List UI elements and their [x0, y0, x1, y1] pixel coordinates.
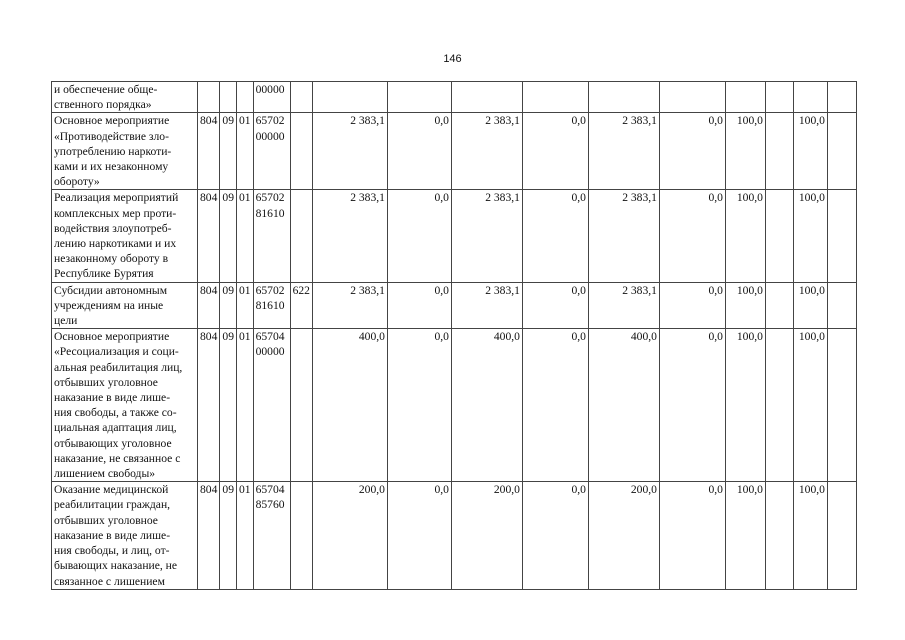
plan-amount-federal: 0,0: [522, 329, 588, 482]
approved-amount: 200,0: [312, 482, 387, 589]
section-code: 09: [220, 113, 237, 190]
empty-cell: [827, 482, 856, 589]
execution-percent-federal: [765, 282, 793, 329]
plan-amount-federal: 0,0: [522, 482, 588, 589]
executed-amount-federal: 0,0: [659, 282, 725, 329]
execution-percent-plan: 100,0: [793, 482, 827, 589]
row-name: Оказание медицинской реабилитации граждан, отбывших уголовное наказание в виде лише- ния свободы, и лиц, от- бывающих наказание, не связанное с лишением: [52, 482, 198, 589]
plan-amount-federal: 0,0: [522, 113, 588, 190]
empty-cell: [827, 282, 856, 329]
execution-percent: 100,0: [725, 329, 765, 482]
execution-percent-plan: 100,0: [793, 329, 827, 482]
expense-type-code: [290, 82, 312, 113]
grbs-code: 804: [198, 190, 220, 282]
execution-percent: 100,0: [725, 113, 765, 190]
empty-cell: [827, 82, 856, 113]
approved-amount: [312, 82, 387, 113]
execution-percent-plan: 100,0: [793, 113, 827, 190]
empty-cell: [827, 329, 856, 482]
approved-amount-federal: 0,0: [387, 329, 451, 482]
grbs-code: [198, 82, 220, 113]
approved-amount-federal: 0,0: [387, 482, 451, 589]
section-code: 09: [220, 282, 237, 329]
executed-amount-federal: [659, 82, 725, 113]
section-code: 09: [220, 190, 237, 282]
approved-amount-federal: [387, 82, 451, 113]
approved-amount: 2 383,1: [312, 190, 387, 282]
subsection-code: 01: [236, 329, 253, 482]
executed-amount: 2 383,1: [588, 282, 659, 329]
target-article-code: 65704 00000: [253, 329, 290, 482]
execution-percent: 100,0: [725, 482, 765, 589]
executed-amount-federal: 0,0: [659, 190, 725, 282]
subsection-code: 01: [236, 113, 253, 190]
table-row: [52, 113, 857, 190]
plan-amount: 200,0: [451, 482, 522, 589]
execution-percent: 100,0: [725, 190, 765, 282]
executed-amount: 2 383,1: [588, 113, 659, 190]
row-name: и обеспечение обще- ственного порядка»: [52, 82, 198, 113]
row-name: Основное мероприятие «Ресоциализация и соци- альная реабилитация лиц, отбывших уголовное наказание в виде лише- ния свободы, а также со- циальная адаптация лиц, отбывающих уголовное наказание, не связанное с лишением свободы»: [52, 329, 198, 482]
plan-amount-federal: 0,0: [522, 282, 588, 329]
section-code: 09: [220, 482, 237, 589]
table-row: [52, 82, 857, 113]
table-row: [52, 190, 857, 282]
executed-amount: 2 383,1: [588, 190, 659, 282]
empty-cell: [827, 190, 856, 282]
plan-amount-federal: [522, 82, 588, 113]
execution-percent-federal: [765, 82, 793, 113]
executed-amount: 400,0: [588, 329, 659, 482]
table-row: [52, 282, 857, 329]
subsection-code: 01: [236, 282, 253, 329]
table-row: [52, 482, 857, 589]
target-article-code: 65704 85760: [253, 482, 290, 589]
empty-cell: [827, 113, 856, 190]
section-code: 09: [220, 329, 237, 482]
grbs-code: 804: [198, 282, 220, 329]
execution-percent-plan: 100,0: [793, 282, 827, 329]
executed-amount-federal: 0,0: [659, 482, 725, 589]
budget-table: [51, 81, 857, 590]
target-article-code: 00000: [253, 82, 290, 113]
page-number: 146: [443, 53, 462, 65]
plan-amount: [451, 82, 522, 113]
target-article-code: 65702 81610: [253, 282, 290, 329]
execution-percent-federal: [765, 329, 793, 482]
execution-percent: 100,0: [725, 282, 765, 329]
approved-amount-federal: 0,0: [387, 190, 451, 282]
approved-amount: 400,0: [312, 329, 387, 482]
executed-amount: 200,0: [588, 482, 659, 589]
approved-amount: 2 383,1: [312, 113, 387, 190]
expense-type-code: 622: [290, 282, 312, 329]
plan-amount: 400,0: [451, 329, 522, 482]
plan-amount: 2 383,1: [451, 190, 522, 282]
execution-percent: [725, 82, 765, 113]
row-name: Реализация мероприятий комплексных мер проти- водействия злоупотреб- лению наркотиками и их незаконному обороту в Республике Бурятия: [52, 190, 198, 282]
approved-amount-federal: 0,0: [387, 113, 451, 190]
row-name: Основное мероприятие «Противодействие зло- употреблению наркоти- ками и их незаконному обороту»: [52, 113, 198, 190]
expense-type-code: [290, 482, 312, 589]
expense-type-code: [290, 190, 312, 282]
plan-amount: 2 383,1: [451, 113, 522, 190]
table-row: [52, 329, 857, 482]
execution-percent-plan: 100,0: [793, 190, 827, 282]
subsection-code: [236, 82, 253, 113]
executed-amount-federal: 0,0: [659, 329, 725, 482]
approved-amount-federal: 0,0: [387, 282, 451, 329]
approved-amount: 2 383,1: [312, 282, 387, 329]
executed-amount: [588, 82, 659, 113]
execution-percent-federal: [765, 190, 793, 282]
subsection-code: 01: [236, 190, 253, 282]
execution-percent-federal: [765, 482, 793, 589]
target-article-code: 65702 81610: [253, 190, 290, 282]
grbs-code: 804: [198, 329, 220, 482]
plan-amount: 2 383,1: [451, 282, 522, 329]
execution-percent-plan: [793, 82, 827, 113]
expense-type-code: [290, 329, 312, 482]
subsection-code: 01: [236, 482, 253, 589]
grbs-code: 804: [198, 113, 220, 190]
grbs-code: 804: [198, 482, 220, 589]
expense-type-code: [290, 113, 312, 190]
row-name: Субсидии автономным учреждениям на иные цели: [52, 282, 198, 329]
executed-amount-federal: 0,0: [659, 113, 725, 190]
target-article-code: 65702 00000: [253, 113, 290, 190]
execution-percent-federal: [765, 113, 793, 190]
plan-amount-federal: 0,0: [522, 190, 588, 282]
section-code: [220, 82, 237, 113]
